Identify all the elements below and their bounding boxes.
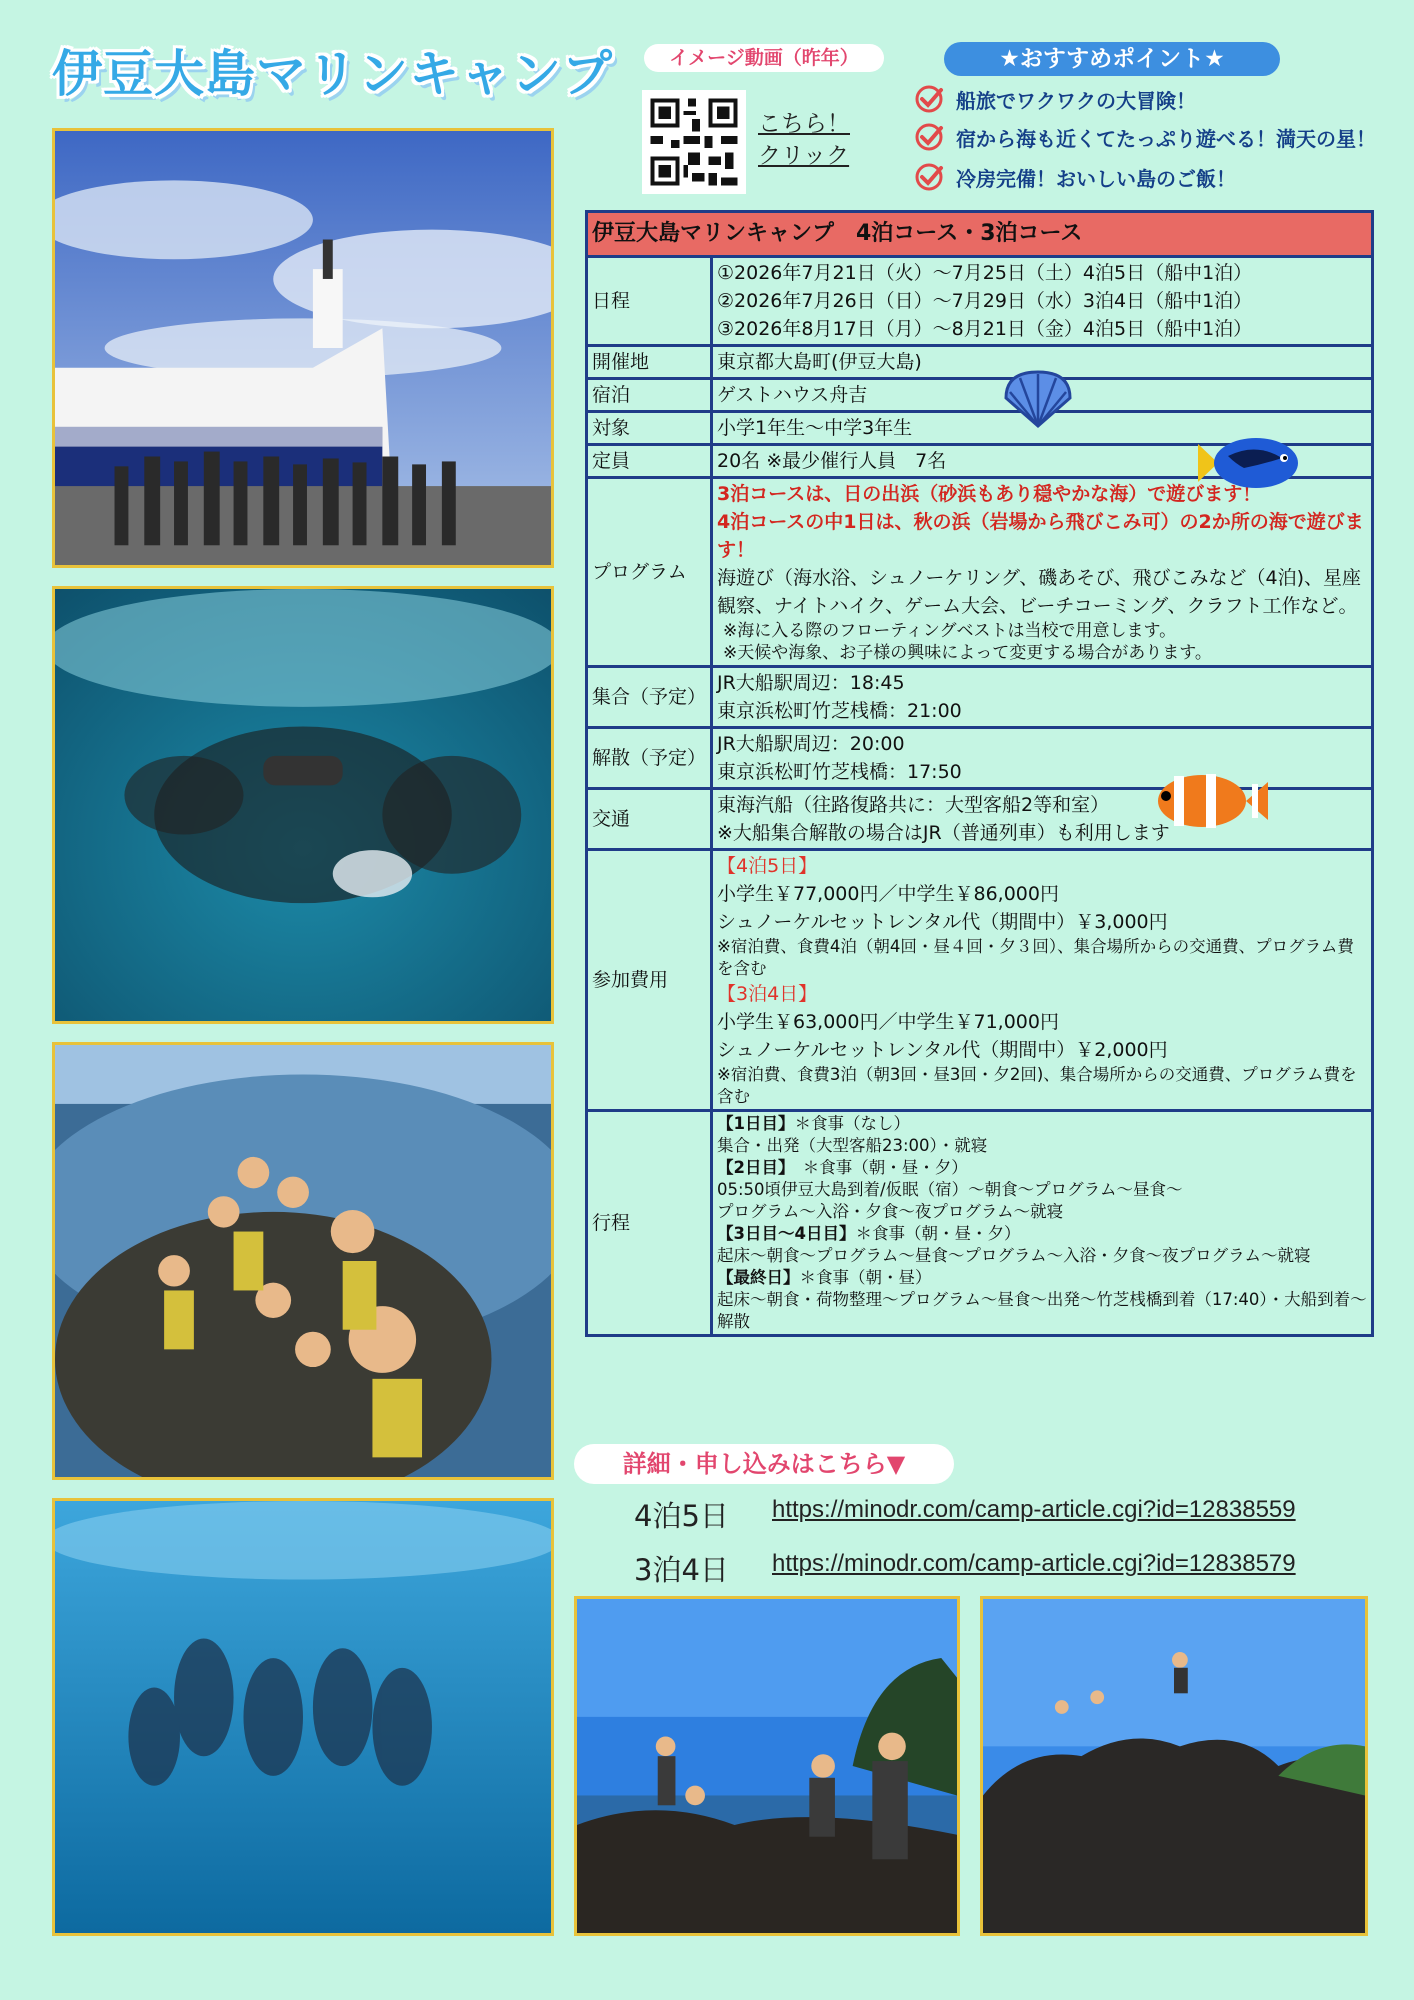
row-label: 解散（予定） [587, 728, 712, 789]
fee-snorkel: シュノーケルセットレンタル代（期間中）￥3,000円 [717, 911, 1168, 933]
program-highlight: 3泊コースは、日の出浜（砂浜もあり穏やかな海）で遊びます！ [717, 483, 1262, 505]
photo-cliff-jump [980, 1596, 1368, 1936]
day-heading: 【3日目～4日目】 [717, 1224, 856, 1243]
row-label: 定員 [587, 445, 712, 478]
row-label: 宿泊 [587, 379, 712, 412]
row-label: 行程 [587, 1111, 712, 1336]
day-meals: ＊食事（なし） [794, 1114, 910, 1133]
fee-note: ※宿泊費、食費3泊（朝3回・昼3回・夕2回)、集合場所からの交通費、プログラム費を含む [717, 1065, 1357, 1106]
dismiss-value [712, 728, 1373, 789]
day-meals: ＊食事（朝・昼） [799, 1268, 932, 1287]
photo-underwater-divers [52, 1498, 554, 1936]
fee-price: 小学生￥77,000円／中学生￥86,000円 [717, 883, 1059, 905]
blue-tang-fish-icon [1198, 434, 1304, 492]
point-text: 冷房完備！おいしい島のご飯！ [956, 166, 1236, 191]
point-item [914, 122, 1376, 152]
day-heading: 【2日目】 [717, 1158, 787, 1177]
clownfish-icon [1148, 768, 1270, 834]
photo-snorkel-underwater [52, 586, 554, 1024]
check-icon [914, 84, 944, 114]
row-label: 日程 [587, 257, 712, 346]
itinerary-value [712, 1111, 1373, 1336]
program-note: ※天候や海象、お子様の興味によって変更する場合があります。 [723, 643, 1212, 663]
transport-line: 東海汽船（往路復路共に：大型客船2等和室） [717, 794, 1110, 816]
table-row [587, 379, 1373, 412]
row-label: 開催地 [587, 346, 712, 379]
qr-code[interactable] [642, 90, 746, 194]
video-link-line2[interactable]: クリック [758, 143, 850, 169]
point-item [914, 84, 1196, 114]
seashell-icon [1000, 368, 1076, 430]
fee-price: 小学生￥63,000円／中学生￥71,000円 [717, 1011, 1059, 1033]
points-heading: ★おすすめポイント★ [944, 42, 1280, 76]
video-link-line1[interactable]: こちら！ [758, 111, 850, 137]
day-detail: プログラム～入浴・夕食～夜プログラム～就寝 [717, 1202, 1064, 1221]
schedule-line: ①2026年7月21日（火）～7月25日（土）4泊5日（船中1泊） [717, 262, 1253, 284]
point-item [914, 162, 1236, 192]
row-label: 対象 [587, 412, 712, 445]
schedule-line: ②2026年7月26日（日）～7月29日（水）3泊4日（船中1泊） [717, 290, 1253, 312]
page-title: 伊豆大島マリンキャンプ [52, 45, 613, 103]
course-link[interactable]: https://minodr.com/camp-article.cgi?id=12838579 [772, 1550, 1296, 1577]
program-note: ※海に入る際のフローティングベストは当校で用意します。 [723, 621, 1177, 641]
meet-line: JR大船駅周辺：18:45 [717, 672, 905, 694]
fee-value [712, 850, 1373, 1111]
fee-course-heading: 【3泊4日】 [717, 983, 818, 1005]
day-heading: 【1日目】 [717, 1114, 795, 1133]
table-row [587, 1111, 1373, 1336]
dismiss-line: 東京浜松町竹芝桟橋：17:50 [717, 761, 962, 783]
table-row [587, 667, 1373, 728]
day-heading: 【最終日】 [717, 1268, 800, 1287]
schedule-line: ③2026年8月17日（月）～8月21日（金）4泊5日（船中1泊） [717, 318, 1253, 340]
table-row [587, 257, 1373, 346]
fee-snorkel: シュノーケルセットレンタル代（期間中）￥2,000円 [717, 1039, 1168, 1061]
table-row [587, 850, 1373, 1111]
course-link[interactable]: https://minodr.com/camp-article.cgi?id=12838559 [772, 1496, 1296, 1523]
day-meals: ＊食事（朝・昼・夕） [855, 1224, 1021, 1243]
program-highlight: 4泊コースの中1日は、秋の浜（岩場から飛びこみ可）の2か所の海で遊びます！ [717, 511, 1364, 561]
row-label: 集合（予定） [587, 667, 712, 728]
target-value: 小学1年生～中学3年生 [712, 412, 1373, 445]
course-label: 4泊5日 [634, 1499, 729, 1533]
capacity-value: 20名 ※最少催行人員 7名 [712, 445, 1373, 478]
video-link[interactable] [758, 108, 850, 172]
row-label: 交通 [587, 789, 712, 850]
table-row [587, 478, 1373, 667]
dismiss-line: JR大船駅周辺：20:00 [717, 733, 905, 755]
day-detail: 起床～朝食・荷物整理～プログラム～昼食～出発～竹芝桟橋到着（17:40）・大船到着～解散 [717, 1290, 1367, 1331]
photo-ferry-group [52, 128, 554, 568]
check-icon [914, 122, 944, 152]
day-meals: ＊食事（朝・昼・夕） [802, 1158, 968, 1177]
fee-note: ※宿泊費、食費4泊（朝4回・昼４回・夕３回）、集合場所からの交通費、プログラム費を含む [717, 937, 1354, 978]
meet-line: 東京浜松町竹芝桟橋：21:00 [717, 700, 962, 722]
table-header: 伊豆大島マリンキャンプ 4泊コース・3泊コース [587, 212, 1373, 257]
day-detail: 集合・出発（大型客船23:00）・就寝 [717, 1136, 988, 1155]
apply-heading: 詳細・申し込みはこちら▼ [574, 1444, 954, 1484]
row-label: 参加費用 [587, 850, 712, 1111]
transport-value [712, 789, 1373, 850]
schedule-value [712, 257, 1373, 346]
program-value [712, 478, 1373, 667]
program-body: 海遊び（海水浴、シュノーケリング、磯あそび、飛びこみなど（4泊)、星座観察、ナイトハイク、ゲーム大会、ビーチコーミング、クラフト工作など。 [717, 567, 1362, 617]
day-detail: 起床～朝食～プログラム～昼食～プログラム～入浴・夕食～夜プログラム～就寝 [717, 1246, 1311, 1265]
meet-value [712, 667, 1373, 728]
day-detail: 05:50頃伊豆大島到着/仮眠（宿）～朝食～プログラム～昼食～ [717, 1180, 1183, 1199]
transport-line: ※大船集合解散の場合はJR（普通列車）も利用します [717, 822, 1170, 844]
lodging-value: ゲストハウス舟吉 [712, 379, 1373, 412]
point-text: 船旅でワクワクの大冒険！ [956, 88, 1196, 113]
photo-group-rocks [52, 1042, 554, 1480]
venue-value: 東京都大島町(伊豆大島) [712, 346, 1373, 379]
fee-course-heading: 【4泊5日】 [717, 855, 818, 877]
check-icon [914, 162, 944, 192]
point-text: 宿から海も近くてたっぷり遊べる！満天の星！ [956, 126, 1376, 151]
course-label: 3泊4日 [634, 1553, 729, 1587]
video-label: イメージ動画（昨年） [644, 44, 884, 72]
photo-rocky-shore [574, 1596, 960, 1936]
table-row [587, 346, 1373, 379]
row-label: プログラム [587, 478, 712, 667]
